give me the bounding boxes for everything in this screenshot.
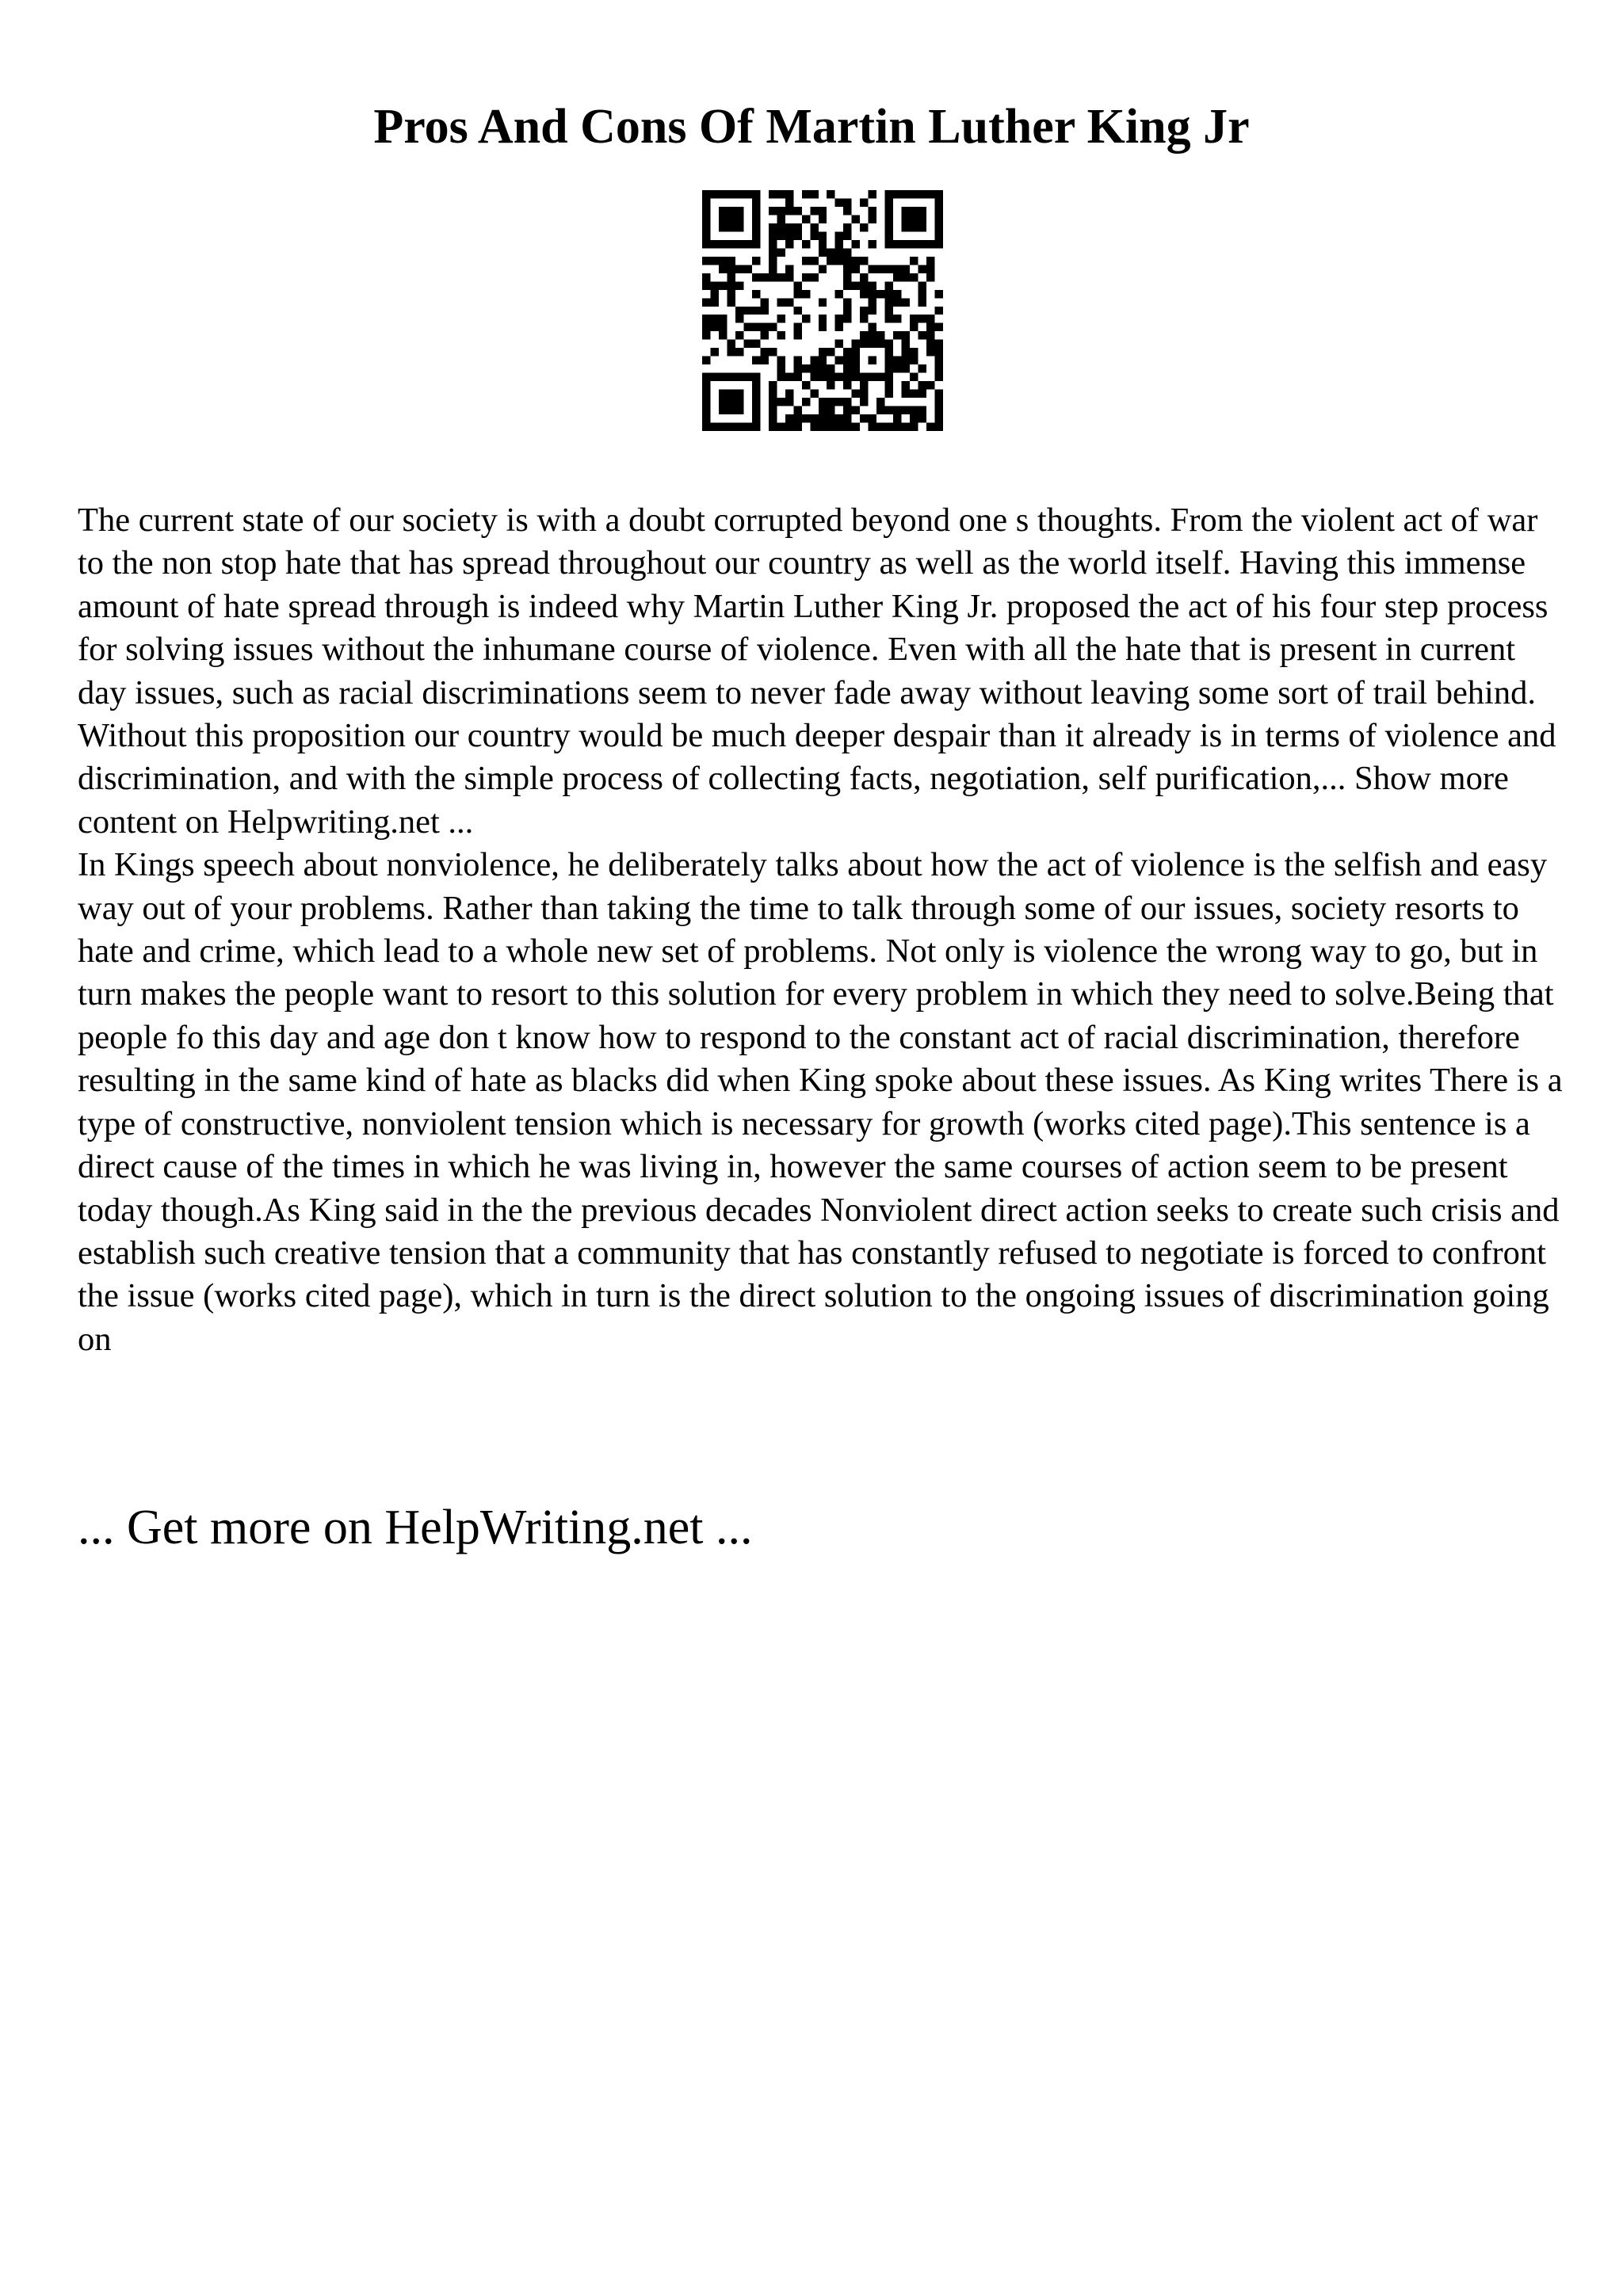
get-more-link[interactable]: ... Get more on HelpWriting.net ... xyxy=(78,1501,753,1554)
document-body xyxy=(78,499,1568,1361)
document-title: Pros And Cons Of Martin Luther King Jr xyxy=(373,100,1250,154)
paragraph-2: In Kings speech about nonviolence, he deliberately talks about how the act of violence is the selfish and easy way out of your problems. Rather than taking the time to talk through some of our issues, society resorts to hate and crime, which lead to a whole new set of problems. Not only is violence the wrong way to go, but in turn makes the people want to resort to this solution for every problem in which they need to solve.Being that people fo this day and age don t know how to respond to the constant act of racial discrimination, therefore resulting in the same kind of hate as blacks did when King spoke about these issues. As King writes There is a type of constructive, nonviolent tension which is necessary for growth (works cited page).This sentence is a direct cause of the times in which he was living in, however the same courses of action seem to be present today though.As King said in the the previous decades Nonviolent direct action seeks to create such crisis and establish such creative tension that a community that has constantly refused to negotiate is forced to confront the issue (works cited page), which in turn is the direct solution to the ongoing issues of discrimination going on xyxy=(78,846,1563,1358)
qr-code-icon xyxy=(702,190,943,431)
paragraph-1: The current state of our society is with a doubt corrupted beyond one s thoughts. From the violent act of war to the non stop hate that has spread throughout our country as well as the world itself. Having this immense amount of hate spread through is indeed why Martin Luther King Jr. proposed the act of his four step process for solving issues without the inhumane course of violence. Even with all the hate that is present in current day issues, such as racial discriminations seem to never fade away without leaving some sort of trail behind. Without this proposition our country would be much deeper despair than it already is in terms of violence and discrimination, and with the simple process of collecting facts, negotiation, self purification,... Show more content on Helpwriting.net ... xyxy=(78,502,1556,841)
